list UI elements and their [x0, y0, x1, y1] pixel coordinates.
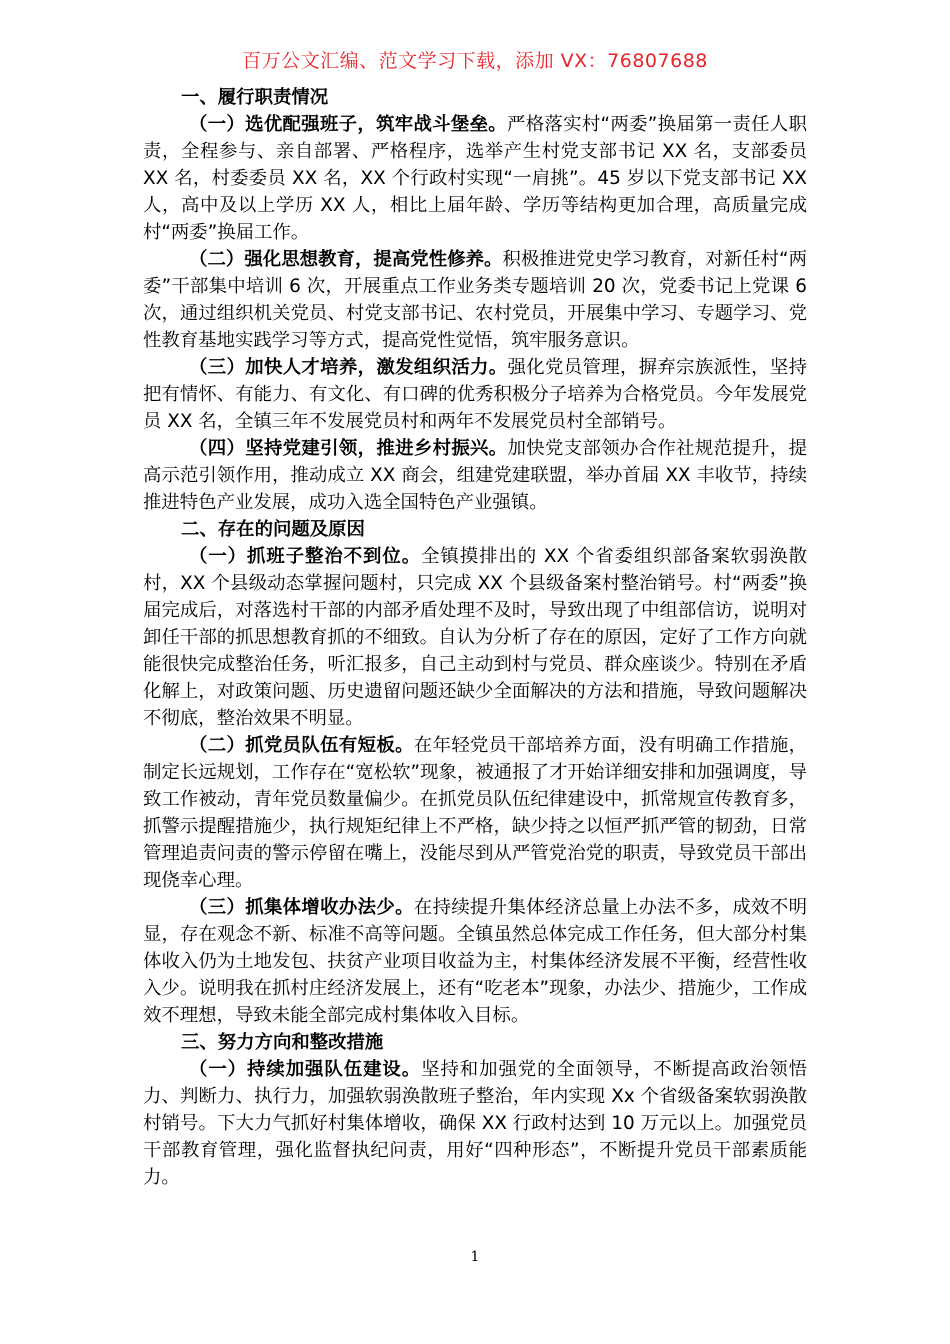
paragraph-body: 加快党支部领办合作社规范提升，提高示范引领作用，推动成立 XX 商会，组建党建联盟，举办首届 XX 丰收节，持续推进特色产业发展，成功入选全国特色产业强镇。	[143, 438, 807, 513]
paragraph-lead: （一）选优配强班子，筑牢战斗堡垒。	[189, 114, 508, 135]
paragraph-body: 严格落实村“两委”换届第一责任人职责，全程参与、亲自部署、严格程序，选举产生村党支部书记 XX 名，支部委员 XX 名，村委委员 XX 名，XX 个行政村实现“一肩挑”。45 岁以下党支部书记 XX 人，高中及以上学历 XX 人，相比上届年龄、学历等结构更加合理，高质量完成村“两委”换届工作。	[143, 114, 807, 243]
paragraph-body: 积极推进党史学习教育，对新任村“两委”干部集中培训 6 次，开展重点工作业务类专题培训 20 次，党委书记上党课 6 次，通过组织机关党员、村党支部书记、农村党员，开展集中学习、专题学习、党性教育基地实践学习等方式，提高党性觉悟，筑牢服务意识。	[143, 249, 807, 351]
header-banner: 百万公文汇编、范文学习下载，添加 VX：76807688	[242, 50, 708, 72]
paragraph	[143, 543, 807, 732]
paragraph-body: 在持续提升集体经济总量上办法不多，成效不明显，存在观念不新、标准不高等问题。全镇虽然总体完成工作任务，但大部分村集体收入仍为土地发包、扶贫产业项目收益为主，村集体经济发展不平衡，经营性收入少。说明我在抓村庄经济发展上，还有“吃老本”现象，办法少、措施少，工作成效不理想，导致未能全部完成村集体收入目标。	[143, 897, 807, 1026]
paragraph	[143, 1056, 807, 1191]
paragraph-lead: （四）坚持党建引领，推进乡村振兴。	[189, 438, 508, 459]
paragraph-body: 在年轻党员干部培养方面，没有明确工作措施，制定长远规划，工作存在“宽松软”现象，被通报了才开始详细安排和加强调度，导致工作被动，青年党员数量偏少。在抓党员队伍纪律建设中，抓常规宣传教育多，抓警示提醒措施少，执行规矩纪律上不严格，缺少持之以恒严抓严管的韧劲，日常管理追责问责的警示停留在嘴上，没能尽到从严管党治党的职责，导致党员干部出现侥幸心理。	[143, 735, 807, 891]
paragraph	[143, 354, 807, 435]
paragraph-body: 强化党员管理，摒弃宗族派性，坚持把有情怀、有能力、有文化、有口碑的优秀积极分子培养为合格党员。今年发展党员 XX 名，全镇三年不发展党员村和两年不发展党员村全部销号。	[143, 357, 807, 432]
paragraph-body: 坚持和加强党的全面领导，不断提高政治领悟力、判断力、执行力，加强软弱涣散班子整治，年内实现 Xx 个省级备案软弱涣散村销号。下大力气抓好村集体增收，确保 XX 行政村达到 10 万元以上。加强党员干部教育管理，强化监督执纪问责，用好“四种形态”，不断提升党员干部素质能力。	[143, 1059, 807, 1188]
section-heading: 一、履行职责情况	[181, 87, 329, 108]
page-number: 1	[470, 1249, 480, 1265]
section-heading: 三、努力方向和整改措施	[181, 1032, 384, 1053]
paragraph-lead: （三）加快人才培养，激发组织活力。	[189, 357, 508, 378]
paragraph-lead: （三）抓集体增收办法少。	[189, 897, 414, 918]
paragraph	[143, 435, 807, 516]
paragraph-lead: （一）抓班子整治不到位。	[189, 546, 422, 567]
paragraph-lead: （一）持续加强队伍建设。	[189, 1059, 422, 1080]
paragraph-lead: （二）抓党员队伍有短板。	[189, 735, 414, 756]
paragraph-body: 全镇摸排出的 XX 个省委组织部备案软弱涣散村，XX 个县级动态掌握问题村，只完成 XX 个县级备案村整治销号。村“两委”换届完成后，对落选村干部的内部矛盾处理不及时，导致出现了中组部信访，说明对卸任干部的抓思想教育抓的不细致。自认为分析了存在的原因，定好了工作方向就能很快完成整治任务，听汇报多，自己主动到村与党员、群众座谈少。特别在矛盾化解上，对政策问题、历史遗留问题还缺少全面解决的方法和措施，导致问题解决不彻底，整治效果不明显。	[143, 546, 807, 729]
paragraph	[143, 894, 807, 1029]
paragraph	[143, 246, 807, 354]
paragraph	[143, 111, 807, 246]
section-heading: 二、存在的问题及原因	[181, 519, 365, 540]
document-body	[143, 84, 807, 1191]
paragraph-lead: （二）强化思想教育，提高党性修养。	[189, 249, 503, 270]
paragraph	[143, 732, 807, 894]
